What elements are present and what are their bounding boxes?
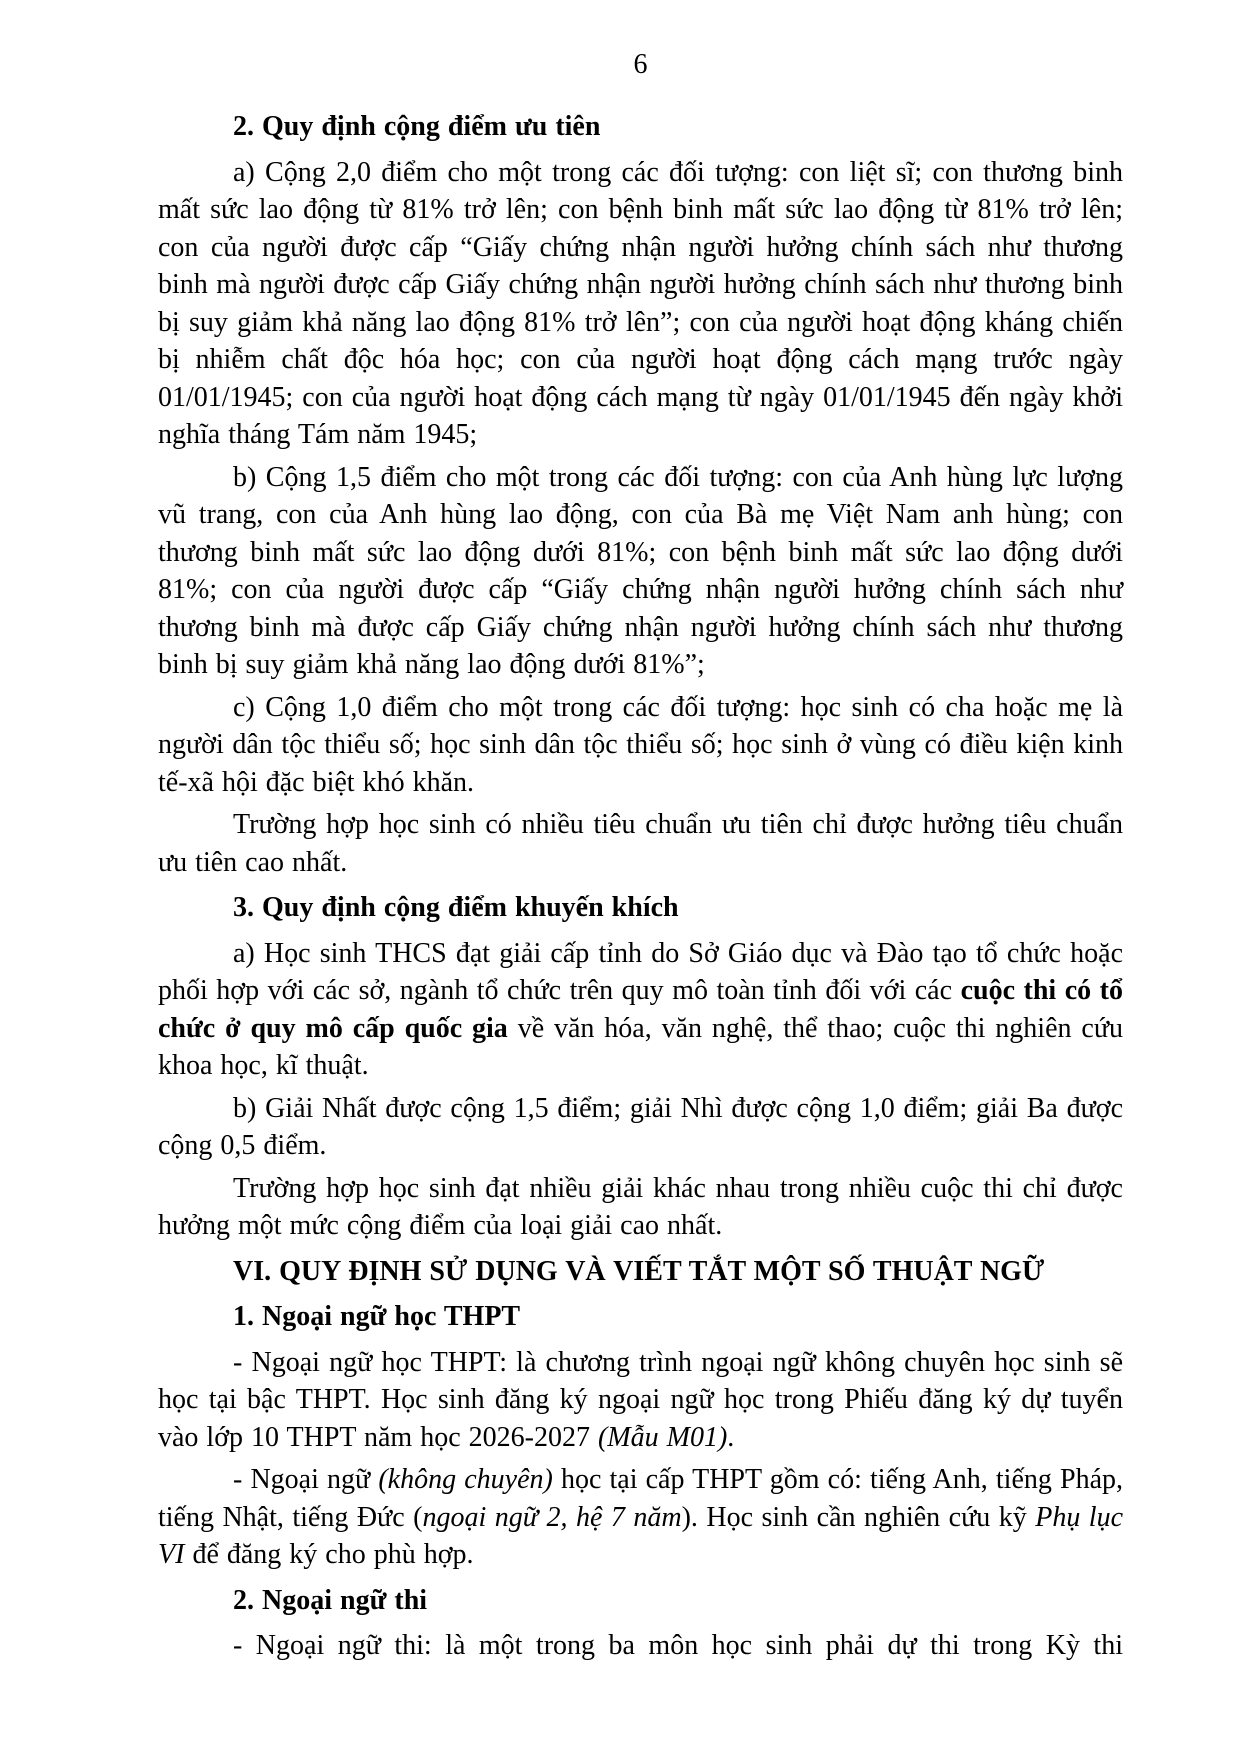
text-run: về văn hóa, văn nghệ, thể thao; cuộc thi nghiên cứu khoa học, kĩ thuật. xyxy=(158,1012,1123,1081)
text-run: VI. QUY ĐỊNH SỬ DỤNG VÀ VIẾT TẮT MỘT SỐ THUẬT NGỮ xyxy=(233,1255,1045,1287)
text-run: b) Giải Nhất được cộng 1,5 điểm; giải Nhì được cộng 1,0 điểm; giải Ba được cộng 0,5 điểm. xyxy=(158,1092,1123,1161)
paragraph-foreign-language-study-1 xyxy=(158,1344,1123,1457)
section-heading-foreign-language-exam xyxy=(158,1582,1123,1620)
paragraph-priority-c xyxy=(158,689,1123,802)
section-heading-incentive-points xyxy=(158,889,1123,927)
text-run: Phụ lục VI xyxy=(158,1501,1124,1570)
paragraph-foreign-language-study-2 xyxy=(158,1461,1123,1574)
paragraph-priority-b xyxy=(158,459,1123,684)
paragraph-priority-note xyxy=(158,806,1123,881)
paragraph-incentive-note xyxy=(158,1170,1123,1245)
text-run: - Ngoại ngữ thi: là một trong ba môn học sinh phải dự thi trong Kỳ thi xyxy=(233,1630,1123,1661)
text-run: ). Học sinh cần nghiên cứu kỹ xyxy=(681,1501,1036,1533)
text-run: 2. Ngoại ngữ thi xyxy=(233,1584,428,1616)
section-heading-priority-points xyxy=(158,108,1123,146)
text-run: c) Cộng 1,0 điểm cho một trong các đối tượng: học sinh có cha hoặc mẹ là người dân tộc thiểu số; học sinh dân tộc thiểu số; học sinh ở vùng có điều kiện kinh tế-xã hội đặc biệt khó khăn. xyxy=(158,691,1123,798)
text-run: b) Cộng 1,5 điểm cho một trong các đối tượng: con của Anh hùng lực lượng vũ trang, con của Anh hùng lao động, con của Bà mẹ Việt Nam anh hùng; con thương binh mất sức lao động dưới 81%; con bệnh binh mất sức lao động dưới 81%; con của người được cấp “Giấy chứng nhận người hưởng chính sách như thương binh mà được cấp Giấy chứng nhận người hưởng chính sách như thương binh bị suy giảm khả năng lao động dưới 81%”; xyxy=(158,461,1123,680)
text-run: - Ngoại ngữ xyxy=(233,1464,379,1495)
text-run: Trường hợp học sinh có nhiều tiêu chuẩn ưu tiên chỉ được hưởng tiêu chuẩn ưu tiên cao nhất. xyxy=(158,809,1123,878)
section-heading-terminology xyxy=(158,1253,1123,1291)
text-run: a) Cộng 2,0 điểm cho một trong các đối tượng: con liệt sĩ; con thương binh mất sức lao động từ 81% trở lên; con bệnh binh mất sức lao động từ 81% trở lên; con của người được cấp “Giấy chứng nhận người hưởng chính sách như thương binh mà người được cấp Giấy chứng nhận người hưởng chính sách như thương binh bị suy giảm khả năng lao động 81% trở lên”; con của người hoạt động kháng chiến bị nhiễm chất độc hóa học; con của người hoạt động cách mạng trước ngày 01/01/1945; con của người hoạt động cách mạng từ ngày 01/01/1945 đến ngày khởi nghĩa tháng Tám năm 1945; xyxy=(158,156,1123,450)
text-run: để đăng ký cho phù hợp. xyxy=(184,1539,474,1570)
text-run: (Mẫu M01) xyxy=(597,1421,728,1453)
text-run: ngoại ngữ 2, hệ 7 năm xyxy=(422,1501,682,1533)
document-body xyxy=(158,108,1123,1665)
text-run: học tại cấp THPT gồm có: tiếng Anh, tiếng Pháp, tiếng Nhật, tiếng Đức ( xyxy=(158,1464,1124,1533)
paragraph-incentive-b xyxy=(158,1090,1123,1165)
page-number: 6 xyxy=(633,49,648,80)
text-run: 2. Quy định cộng điểm ưu tiên xyxy=(233,111,601,142)
section-heading-foreign-language-study xyxy=(158,1298,1123,1336)
text-run: 1. Ngoại ngữ học THPT xyxy=(233,1301,521,1332)
text-run: Trường hợp học sinh đạt nhiều giải khác nhau trong nhiều cuộc thi chỉ được hưởng một mức cộng điểm của loại giải cao nhất. xyxy=(158,1172,1123,1241)
paragraph-incentive-a xyxy=(158,935,1123,1085)
text-run: a) Học sinh THCS đạt giải cấp tỉnh do Sở Giáo dục và Đào tạo tổ chức hoặc phối hợp với các sở, ngành tổ chức trên quy mô toàn tỉnh đối với các xyxy=(158,937,1123,1006)
paragraph-foreign-language-exam-1 xyxy=(158,1627,1123,1665)
text-run: . xyxy=(727,1421,735,1453)
paragraph-priority-a xyxy=(158,154,1123,454)
text-run: 3. Quy định cộng điểm khuyến khích xyxy=(233,892,679,923)
text-run: - Ngoại ngữ học THPT: là chương trình ngoại ngữ không chuyên học sinh sẽ học tại bậc THPT. Học sinh đăng ký ngoại ngữ học trong Phiếu đăng ký dự tuyển vào lớp 10 THPT năm học 2026-2027 xyxy=(158,1346,1123,1453)
text-run: cuộc thi có tổ chức ở quy mô cấp quốc gia xyxy=(158,975,1123,1044)
text-run: (không chuyên) xyxy=(378,1464,553,1495)
